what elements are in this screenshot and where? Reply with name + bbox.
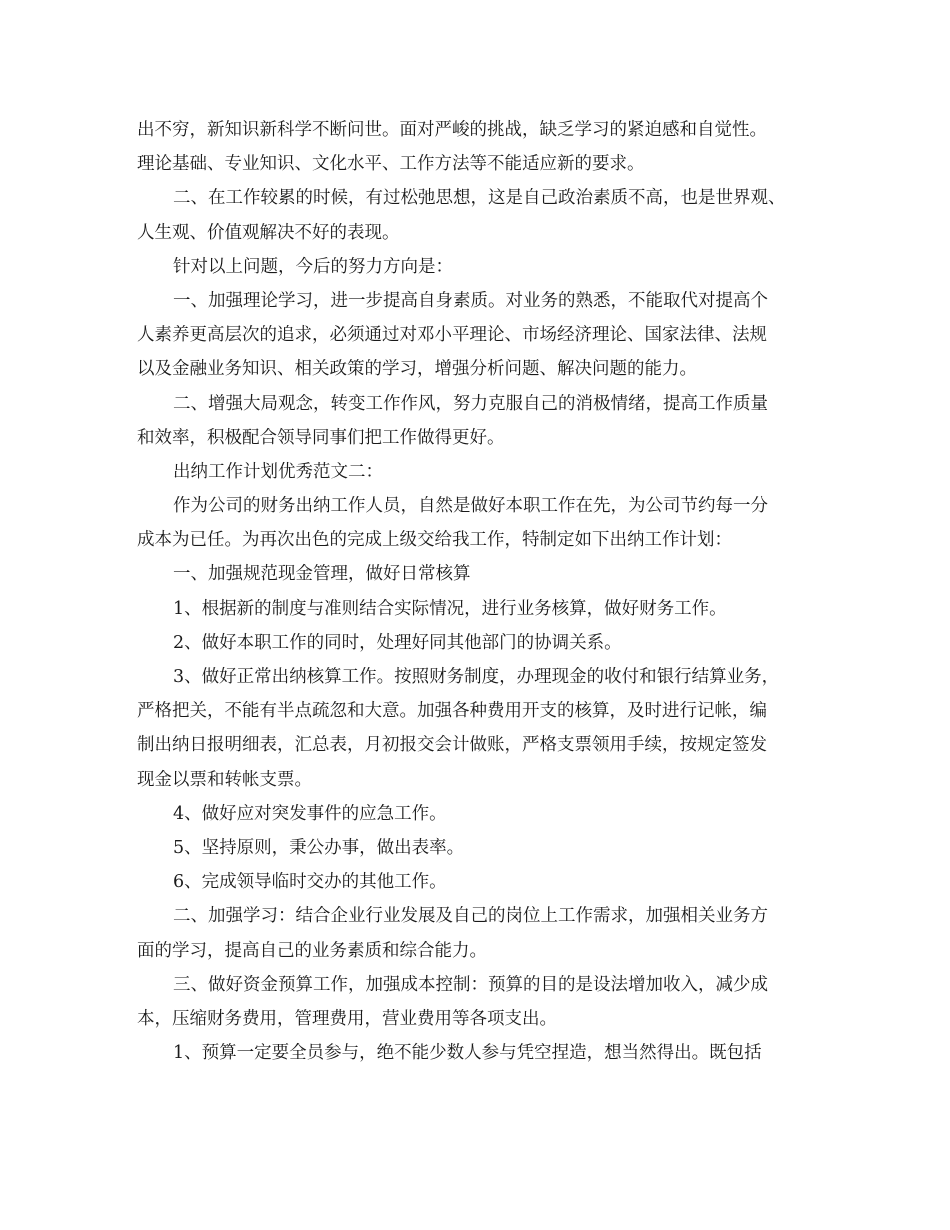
text-line: 和效率，积极配合领导同事们把工作做得更好。: [137, 427, 505, 448]
text-line: 针对以上问题，今后的努力方向是：: [173, 256, 453, 277]
text-line: 二、增强大局观念，转变工作作风，努力克服自己的消极情绪，提高工作质量: [173, 393, 768, 414]
text-line: 人素养更高层次的追求，必须通过对邓小平理论、市场经济理论、国家法律、法规: [137, 325, 767, 346]
text-line: 作为公司的财务出纳工作人员，自然是做好本职工作在先，为公司节约每一分: [173, 496, 768, 517]
text-line: 1、预算一定要全员参与，绝不能少数人参与凭空捏造，想当然得出。既包括: [173, 1043, 762, 1064]
text-line: 理论基础、专业知识、文化水平、工作方法等不能适应新的要求。: [137, 154, 645, 175]
text-line: 出不穷，新知识新科学不断问世。面对严峻的挑战，缺乏学习的紧迫感和自觉性。: [137, 120, 767, 140]
text-line: 制出纳日报明细表，汇总表，月初报交会计做账，严格支票领用手续，按规定签发: [137, 735, 767, 756]
text-line: 5、坚持原则，秉公办事，做出表率。: [173, 837, 465, 858]
text-line: 三、做好资金预算工作，加强成本控制：预算的目的是设法增加收入，减少成: [173, 974, 768, 995]
text-line: 成本为已任。为再次出色的完成上级交给我工作，特制定如下出纳工作计划：: [137, 530, 732, 551]
text-line: 一、加强规范现金管理，做好日常核算: [173, 564, 471, 585]
document-body: [137, 113, 827, 1070]
text-line: 二、加强学习：结合企业行业发展及自己的岗位上工作需求，加强相关业务方: [173, 906, 768, 927]
text-line: 1、根据新的制度与准则结合实际情况，进行业务核算，做好财务工作。: [173, 598, 727, 619]
text-line: 一、加强理论学习，进一步提高自身素质。对业务的熟悉，不能取代对提高个: [173, 290, 768, 311]
text-line: 面的学习，提高自己的业务素质和综合能力。: [137, 940, 487, 961]
text-line: 2、做好本职工作的同时，处理好同其他部门的协调关系。: [173, 632, 622, 653]
text-line: 出纳工作计划优秀范文二：: [173, 461, 383, 482]
text-line: 二、在工作较累的时候，有过松弛思想，这是自己政治素质不高，也是世界观、: [173, 188, 786, 209]
text-line: 6、完成领导临时交办的其他工作。: [173, 872, 447, 893]
text-line: 本，压缩财务费用，管理费用，营业费用等各项支出。: [137, 1008, 557, 1029]
text-line: 严格把关，不能有半点疏忽和大意。加强各种费用开支的核算，及时进行记帐，编: [137, 701, 767, 722]
text-line: 以及金融业务知识、相关政策的学习，增强分析问题、解决问题的能力。: [137, 359, 697, 380]
text-line: 现金以票和转帐支票。: [137, 769, 312, 790]
text-line: 人生观、价值观解决不好的表现。: [137, 222, 400, 243]
text-line: 4、做好应对突发事件的应急工作。: [173, 803, 447, 824]
text-line: 3、做好正常出纳核算工作。按照财务制度，办理现金的收付和银行结算业务，: [173, 667, 780, 687]
